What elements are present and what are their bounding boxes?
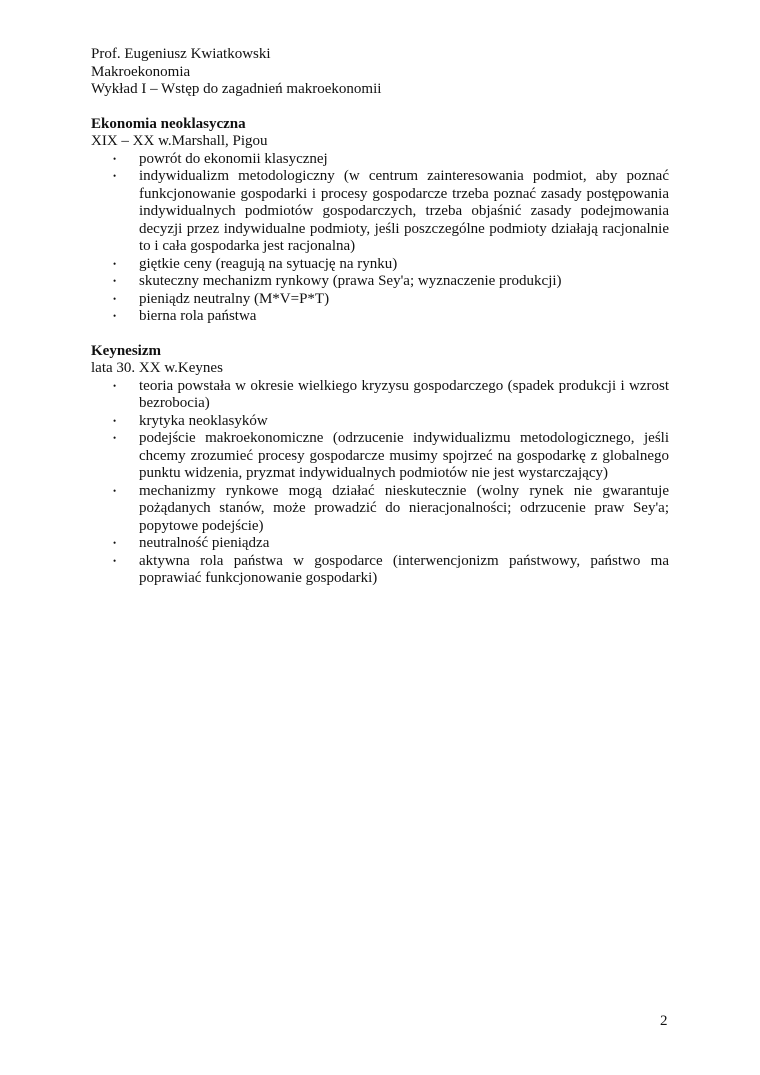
list-item-text: krytyka neoklasyków (139, 412, 268, 429)
bullet-icon: • (113, 415, 117, 426)
page-number: 2 (660, 1013, 668, 1029)
list-item-text: teoria powstała w okresie wielkiego kryzysu gospodarczego (spadek produkcji i wzrost bezrobocia) (139, 377, 669, 411)
bullet-icon: • (113, 555, 117, 566)
list-item (91, 413, 671, 431)
bullet-icon: • (113, 153, 117, 164)
list-item (91, 430, 671, 483)
list-item-text: skuteczny mechanizm rynkowy (prawa Sey'a; wyznaczenie produkcji) (139, 273, 562, 289)
list-item (91, 535, 671, 553)
list-item (91, 273, 671, 291)
list-item-text: pieniądz neutralny (M*V=P*T) (139, 290, 330, 307)
document-page (91, 46, 671, 588)
list-item-text: giętkie ceny (reagują na sytuację na rynku) (139, 255, 398, 272)
list-item (91, 378, 671, 413)
bullet-icon: • (113, 276, 117, 286)
bullet-icon: • (113, 293, 117, 304)
bullet-icon: • (113, 258, 117, 269)
list-item (91, 168, 671, 256)
bullet-icon: • (113, 380, 117, 391)
bullet-icon: • (113, 485, 117, 496)
list-item (91, 151, 671, 169)
course-line: Makroekonomia (91, 63, 191, 80)
list-item-text: podejście makroekonomiczne (odrzucenie indywidualizmu metodologicznego, jeśli chcemy zrozumieć procesy gospodarcze musimy spojrzeć na gospodarkę z globalnego punktu widzenia, pryzmat indywidualnych podmiotów nie jest wystarczający) (139, 430, 669, 481)
section-title: Keynesizm (91, 342, 161, 359)
list-item-text: bierna rola państwa (139, 308, 257, 324)
list-item-text: indywidualizm metodologiczny (w centrum zainteresowania podmiot, aby poznać funkcjonowanie gospodarki i procesy gospodarcze trzeba poznać zasady postępowania indywidualnych podmiotów gospodarczych, trzeba objaśnić zasady podejmowania decyzji przez indywidualne podmioty, jeśli poszczególne podmioty działają racjonalnie to i cała gospodarka jest racjonalna) (139, 168, 669, 254)
bullet-icon: • (113, 311, 117, 321)
list-item-text: powrót do ekonomii klasycznej (139, 150, 328, 167)
list-item-text: aktywna rola państwa w gospodarce (interwencjonizm państwowy, państwo ma poprawiać funkcjonowanie gospodarki) (139, 552, 669, 586)
section-subtitle: XIX – XX w.Marshall, Pigou (91, 133, 268, 149)
bullet-icon: • (113, 171, 117, 181)
list-item (91, 308, 671, 326)
bullet-list (91, 151, 671, 326)
bullet-icon: • (113, 433, 117, 443)
bullet-list (91, 378, 671, 588)
lecture-line: Wykład I – Wstęp do zagadnień makroekonomii (91, 81, 382, 97)
section-title: Ekonomia neoklasyczna (91, 115, 246, 132)
list-item (91, 291, 671, 309)
section-keynesianism (91, 343, 671, 588)
list-item-text: mechanizmy rynkowe mogą działać nieskutecznie (wolny rynek nie gwarantuje pożądanych stanów, może prowadzić do nieracjonalności; odrzucenie praw Sey'a; popytowe podejście) (139, 482, 669, 534)
list-item (91, 483, 671, 536)
document-header (91, 46, 671, 99)
bullet-icon: • (113, 538, 117, 548)
list-item (91, 256, 671, 274)
list-item (91, 553, 671, 588)
author-line: Prof. Eugeniusz Kwiatkowski (91, 46, 271, 62)
section-neoclassical (91, 116, 671, 326)
list-item-text: neutralność pieniądza (139, 535, 270, 551)
section-subtitle: lata 30. XX w.Keynes (91, 360, 223, 376)
